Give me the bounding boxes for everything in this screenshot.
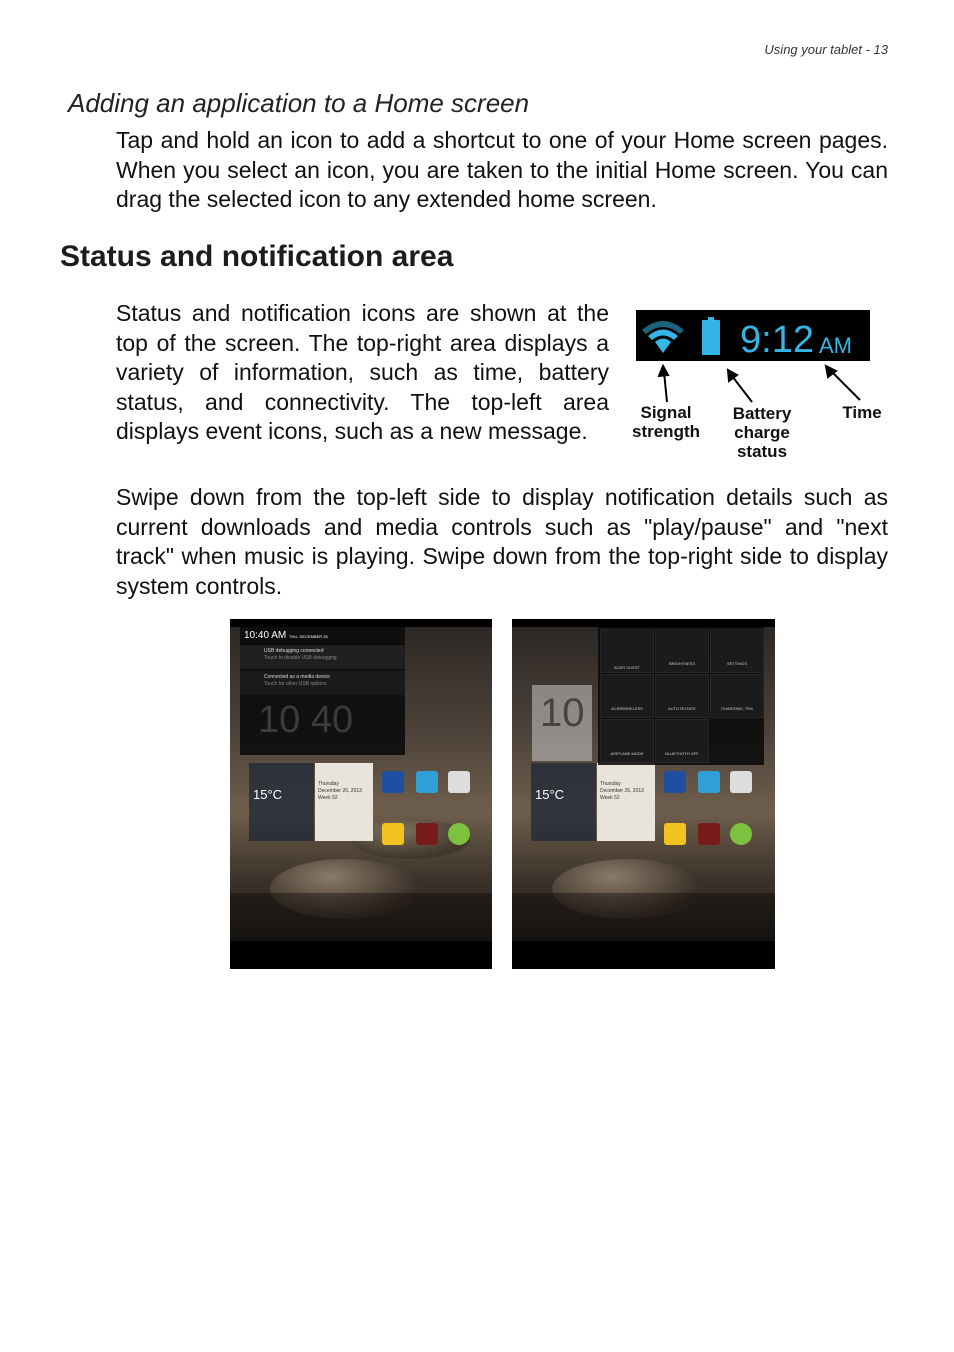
tablet-status-bar [230, 619, 492, 627]
battery-status-label: Battery charge status [732, 404, 792, 461]
status-paragraph: Status and notification icons are shown at the top of the screen. The top-right area displays a variety of information, such as time, battery status, and connectivity. The top-left area displays event icons, such as a new message. [116, 300, 609, 444]
navigation-bar [512, 941, 775, 969]
swipe-paragraph: Swipe down from the top-left side to display notification details such as current downloads and media controls such as "play/pause" and "next track" when music is playing. Swipe down from the top-right side to display system controls. [116, 484, 888, 599]
app-icon[interactable] [448, 771, 470, 793]
qs-battery-tile[interactable]: CHARGING, 75% [710, 674, 764, 718]
status-bar-callouts [622, 360, 892, 470]
calendar-widget: Thursday December 26, 2013 Week 52 [315, 763, 373, 841]
add-app-paragraph: Tap and hold an icon to add a shortcut to one of your Home screen pages. When you select an icon, you are taken to the initial Home screen. You can drag the selected icon to any extended home screen. [116, 127, 888, 212]
weather-widget: 15°C [249, 763, 314, 841]
notification-shade: 10:40 AM THU, DECEMBER 26 USB debugging connected Touch to disable USB debugging. Connected as a media device Touch for other USB options. 10 40 [240, 627, 405, 755]
section-title: Status and notification area [60, 240, 454, 273]
subsection-title: Adding an application to a Home screen [68, 88, 530, 118]
app-icon[interactable] [664, 771, 686, 793]
notification-panel-screenshot [230, 619, 492, 969]
quick-settings-screenshot [512, 619, 775, 969]
app-dock [230, 893, 492, 941]
qs-brightness-tile[interactable]: BRIGHTNESS [655, 629, 709, 673]
app-icon[interactable] [730, 771, 752, 793]
qs-rotate-tile[interactable]: AUTO ROTATE [655, 674, 709, 718]
qs-airplane-tile[interactable]: AIRPLANE MODE [600, 719, 654, 763]
status-ampm: AM [819, 333, 852, 358]
status-time: 9:12 [740, 319, 814, 361]
app-icon[interactable] [416, 771, 438, 793]
signal-strength-label: Signal strength [632, 403, 700, 441]
status-bar-graphic [636, 310, 870, 361]
app-icon[interactable] [448, 823, 470, 845]
qs-wifi-tile[interactable]: ACERWIRELESS [600, 674, 654, 718]
notification-media-device[interactable]: Connected as a media device Touch for other USB options. [240, 671, 405, 695]
app-dock [512, 893, 775, 941]
weather-widget: 15°C [531, 763, 596, 841]
clock-widget: 10 [532, 685, 592, 761]
qs-settings-tile[interactable]: SETTINGS [710, 629, 764, 673]
time-label: Time [842, 403, 882, 422]
status-bar-illustration [636, 310, 870, 361]
running-header: Using your tablet - 13 [764, 42, 888, 57]
qs-user-tile[interactable]: ACER GUEST [600, 629, 654, 673]
app-icon[interactable] [382, 771, 404, 793]
app-icon[interactable] [382, 823, 404, 845]
quick-settings-panel [598, 627, 764, 765]
app-icon[interactable] [416, 823, 438, 845]
tablet-status-bar [512, 619, 775, 627]
wifi-signal-icon [642, 321, 684, 353]
app-icon[interactable] [664, 823, 686, 845]
qs-bluetooth-tile[interactable]: BLUETOOTH OFF [655, 719, 709, 763]
calendar-widget: Thursday December 26, 2013 Week 52 [597, 763, 655, 841]
navigation-bar [230, 941, 492, 969]
app-icon[interactable] [698, 771, 720, 793]
battery-icon [702, 317, 720, 355]
notification-usb-debugging[interactable]: USB debugging connected Touch to disable USB debugging. [240, 645, 405, 669]
app-icon[interactable] [698, 823, 720, 845]
app-icon[interactable] [730, 823, 752, 845]
